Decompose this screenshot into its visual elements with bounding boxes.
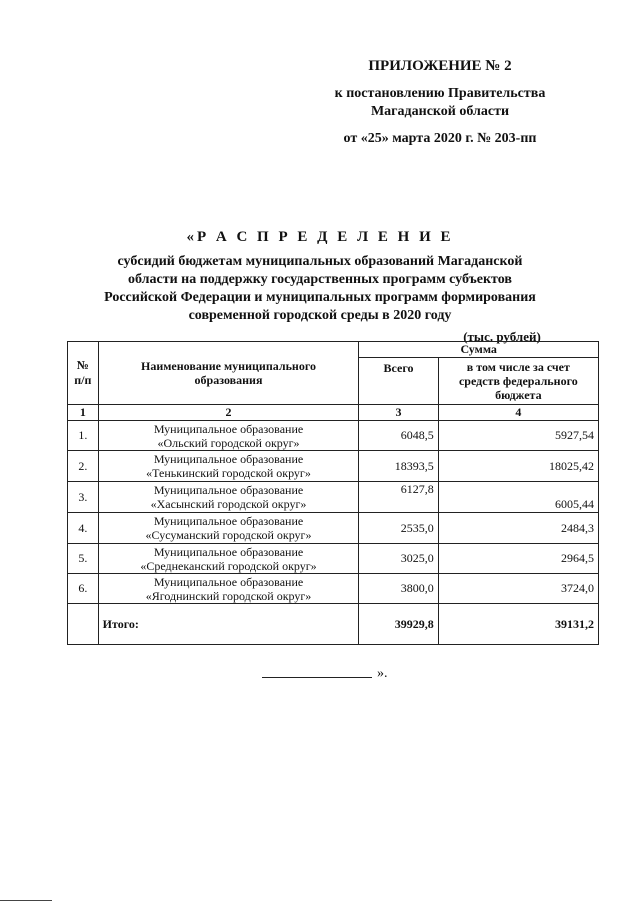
- header-total: Всего: [359, 358, 438, 405]
- document-heading: «Р А С П Р Е Д Е Л Е Н И Е: [186, 229, 454, 245]
- municipality-name: [98, 451, 359, 482]
- municipality-type: Муниципальное образование: [153, 421, 304, 436]
- row-federal: 6005,44: [438, 482, 598, 513]
- total-row: [68, 604, 599, 645]
- table-row: [68, 482, 599, 513]
- column-index: 1: [68, 405, 99, 421]
- header-federal: в том числе за счет средств федерального бюджета: [438, 358, 598, 405]
- title-line-1: субсидий бюджетам муниципальных образований Магаданской: [117, 254, 523, 269]
- municipality-district: «Ольский городской округ»: [157, 435, 300, 450]
- row-federal: 2964,5: [438, 544, 598, 574]
- row-number: 6.: [68, 574, 99, 604]
- municipality-name: [98, 421, 359, 451]
- total-federal: 39131,2: [438, 604, 598, 645]
- resolution-line: к постановлению Правительства: [334, 86, 546, 101]
- row-number: 2.: [68, 451, 99, 482]
- municipality-name: [98, 574, 359, 604]
- municipality-type: Муниципальное образование: [153, 514, 304, 528]
- page-edge-mark: [0, 900, 52, 901]
- subsidy-table: [67, 341, 599, 645]
- table-row: [68, 544, 599, 574]
- title-line-3: Российской Федерации и муниципальных программ формирования: [104, 290, 536, 305]
- row-total: 18393,5: [359, 451, 438, 482]
- municipality-type: Муниципальное образование: [153, 574, 304, 589]
- appendix-title: ПРИЛОЖЕНИЕ № 2: [368, 58, 512, 74]
- table-header-row: [68, 342, 599, 358]
- row-total: 6127,8: [359, 482, 438, 513]
- municipality-district: «Сусуманский городской округ»: [145, 528, 312, 542]
- column-index: 2: [98, 405, 359, 421]
- municipality-type: Муниципальное образование: [153, 544, 304, 559]
- table-row: [68, 451, 599, 482]
- municipality-name: [98, 544, 359, 574]
- municipality-type: Муниципальное образование: [153, 452, 304, 466]
- table-row: [68, 421, 599, 451]
- title-line-4: современной городской среды в 2020 году: [188, 308, 452, 323]
- row-number: 5.: [68, 544, 99, 574]
- footer-rule: [262, 677, 372, 678]
- municipality-district: «Хасынский городской округ»: [150, 497, 307, 511]
- municipality-name: [98, 482, 359, 513]
- title-line-2: области на поддержку государственных программ субъектов: [128, 272, 512, 287]
- header-number: № п/п: [68, 342, 99, 405]
- row-total: 3800,0: [359, 574, 438, 604]
- units-label: (тыс. рублей): [463, 329, 541, 344]
- column-index: 4: [438, 405, 598, 421]
- column-index: 3: [359, 405, 438, 421]
- row-number: 1.: [68, 421, 99, 451]
- row-federal: 2484,3: [438, 513, 598, 544]
- column-index-row: [68, 405, 599, 421]
- row-federal: 3724,0: [438, 574, 598, 604]
- total-sum: 39929,8: [359, 604, 438, 645]
- closing-quote: ».: [377, 666, 388, 681]
- municipality-type: Муниципальное образование: [153, 483, 304, 497]
- row-federal: 18025,42: [438, 451, 598, 482]
- municipality-district: «Ягоднинский городской округ»: [145, 588, 312, 603]
- row-total: 6048,5: [359, 421, 438, 451]
- municipality-district: «Среднеканский городской округ»: [140, 558, 317, 573]
- row-federal: 5927,54: [438, 421, 598, 451]
- row-total: 2535,0: [359, 513, 438, 544]
- total-label: Итого:: [98, 604, 359, 645]
- header-name: Наименование муниципального образования: [98, 342, 359, 405]
- total-number-cell: [68, 604, 99, 645]
- row-total: 3025,0: [359, 544, 438, 574]
- resolution-region: Магаданской области: [370, 104, 510, 119]
- header-sum: Сумма: [359, 342, 599, 358]
- municipality-name: [98, 513, 359, 544]
- row-number: 4.: [68, 513, 99, 544]
- table-row: [68, 574, 599, 604]
- row-number: 3.: [68, 482, 99, 513]
- resolution-date: от «25» марта 2020 г. № 203-пп: [343, 131, 537, 146]
- municipality-district: «Тенькинский городской округ»: [146, 466, 311, 480]
- table-row: [68, 513, 599, 544]
